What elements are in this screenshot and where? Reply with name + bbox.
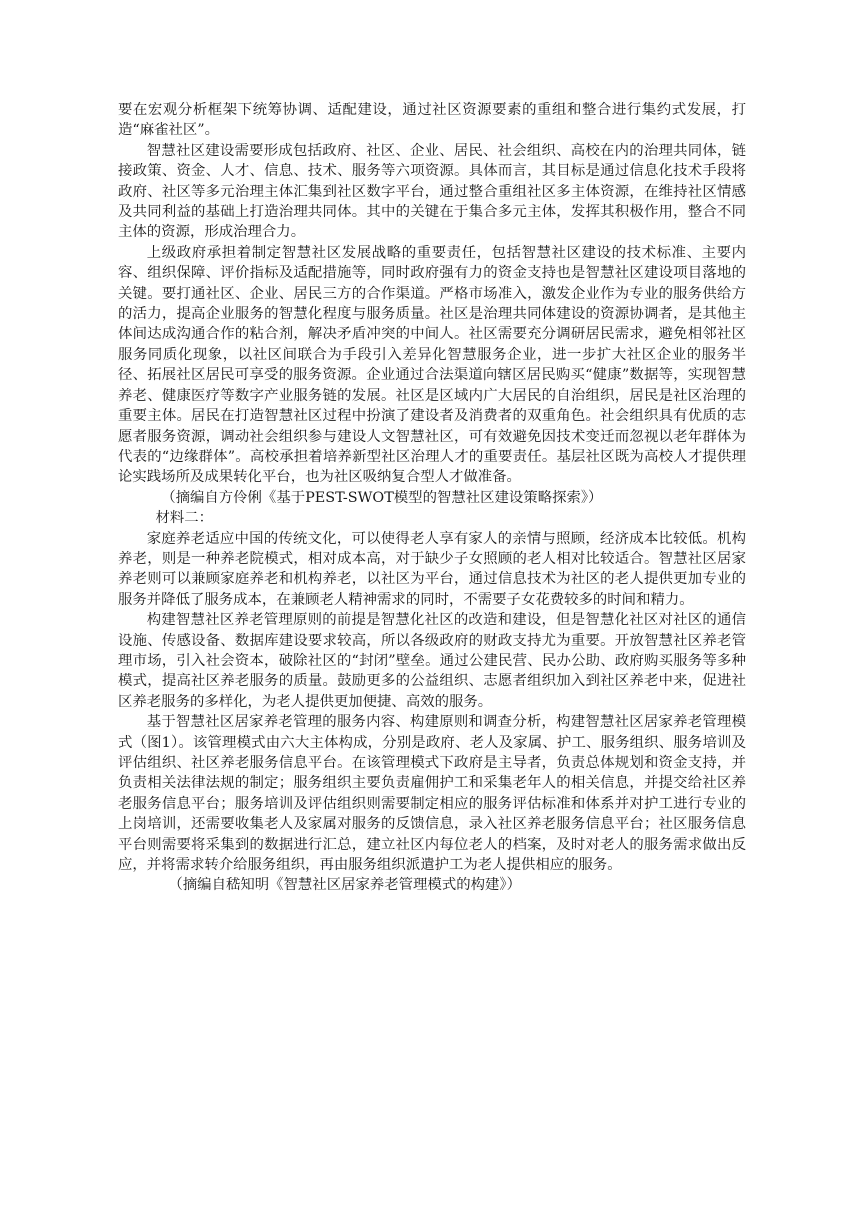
paragraph-management-model: 基于智慧社区居家养老管理的服务内容、构建原则和调查分析，构建智慧社区居家养老管理模式（图1）。该管理模式由六大主体构成，分别是政府、老人及家属、护工、服务组织、服务培训及评估组织、社区养老服务信息平台。在该管理模式下政府是主导者，负责总体规划和资金支持，并负责相关法律法规的制定；服务组织主要负责雇佣护工和采集老年人的相关信息，并提交给社区养老服务信息平台；服务培训及评估组织则需要制定相应的服务评估标准和体系并对护工进行专业的上岗培训，还需要收集老人及家属对服务的反馈信息，录入社区养老服务信息平台；社区服务信息平台则需要将采集到的数据进行汇总，建立社区内每位老人的档案，及时对老人的服务需求做出反应，并将需求转介给服务组织，再由服务组织派遣护工为老人提供相应的服务。 bbox=[118, 714, 746, 874]
source-citation-two: （摘编自嵇知明《智慧社区居家养老管理模式的构建》） bbox=[168, 877, 521, 894]
material-two-heading: 材料二： bbox=[155, 510, 214, 527]
paragraph-elderly-care-models: 家庭养老适应中国的传统文化，可以使得老人享有家人的亲情与照顾，经济成本比较低。机构养老，则是一种养老院模式，相对成本高，对于缺少子女照顾的老人相对比较适合。智慧社区居家养老则可以兼顾家庭养老和机构养老，以社区为平台，通过信息技术为社区的老人提供更加专业的服务并降低了服务成本，在兼顾老人精神需求的同时，不需要子女花费较多的时间和精力。 bbox=[118, 530, 746, 608]
document-body bbox=[118, 100, 746, 896]
paragraph-management-principles: 构建智慧社区养老管理原则的前提是智慧化社区的改造和建设，但是智慧化社区对社区的通信设施、传感设备、数据库建设要求较高，所以各级政府的财政支持尤为重要。开放智慧社区养老管理市场，引入社会资本，破除社区的“封闭”壁垒。通过公建民营、民办公助、政府购买服务等多种模式，提高社区养老服务的质量。鼓励更多的公益组织、志愿者组织加入到社区养老中来，促进社区养老服务的多样化，为老人提供更加便捷、高效的服务。 bbox=[118, 612, 746, 710]
source-citation-one: （摘编自方伶俐《基于PEST-SWOT模型的智慧社区建设策略探索》） bbox=[161, 489, 603, 506]
paragraph-government-role: 上级政府承担着制定智慧社区发展战略的重要责任，包括智慧社区建设的技术标准、主要内容、组织保障、评价指标及适配措施等，同时政府强有力的资金支持也是智慧社区建设项目落地的关键。要打通社区、企业、居民三方的合作渠道。严格市场准入，激发企业作为专业的服务供给方的活力，提高企业服务的智慧化程度与服务质量。社区是治理共同体建设的资源协调者，是其他主体间达成沟通合作的粘合剂，解决矛盾冲突的中间人。社区需要充分调研居民需求，避免相邻社区服务同质化现象，以社区间联合为手段引入差异化智慧服务企业，进一步扩大社区企业的服务半径、拓展社区居民可享受的服务资源。企业通过合法渠道向辖区居民购买“健康”数据等，实现智慧养老、健康医疗等数字产业服务链的发展。社区是区域内广大居民的自治组织，居民是社区治理的重要主体。居民在打造智慧社区过程中扮演了建设者及消费者的双重角色。社会组织具有优质的志愿者服务资源，调动社会组织参与建设人文智慧社区，可有效避免因技术变迁而忽视以老年群体为代表的“边缘群体”。高校承担着培养新型社区治理人才的重要责任。基层社区既为高校人才提供理论实践场所及成果转化平台，也为社区吸纳复合型人才做准备。 bbox=[118, 244, 746, 486]
paragraph-continuation: 要在宏观分析框架下统筹协调、适配建设，通过社区资源要素的重组和整合进行集约式发展，打造“麻雀社区”。 bbox=[118, 102, 746, 139]
paragraph-governance-community: 智慧社区建设需要形成包括政府、社区、企业、居民、社会组织、高校在内的治理共同体，链接政策、资金、人才、信息、技术、服务等六项资源。具体而言，其目标是通过信息化技术手段将政府、社区等多元治理主体汇集到社区数字平台，通过整合重组社区多主体资源，在维持社区情感及共同利益的基础上打造治理共同体。其中的关键在于集合多元主体，发挥其积极作用，整合不同主体的资源，形成治理合力。 bbox=[118, 142, 746, 241]
